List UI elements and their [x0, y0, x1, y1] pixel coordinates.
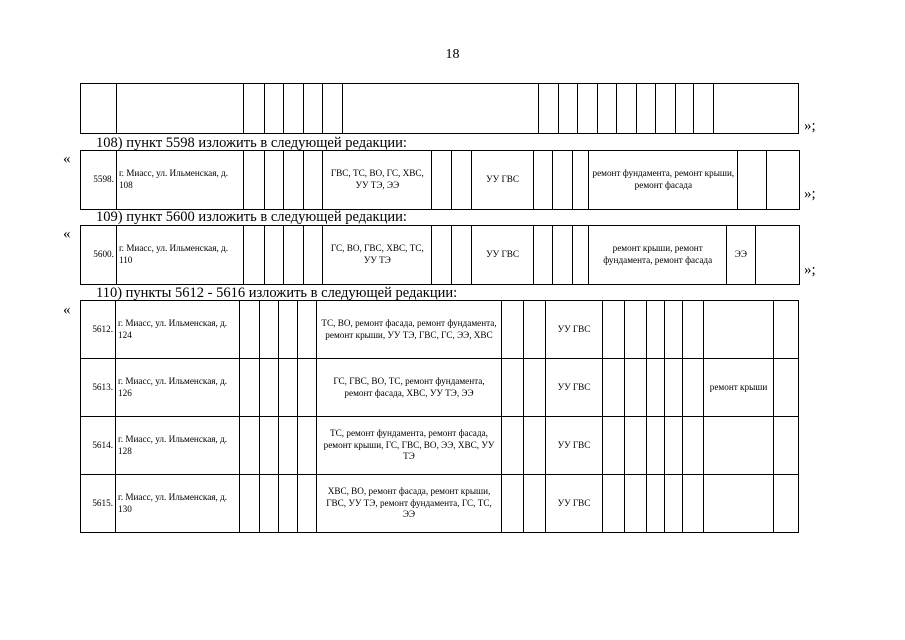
- table-cell: [617, 84, 637, 134]
- item-table-5598: [80, 150, 800, 210]
- table-row: [81, 151, 800, 210]
- table-cell: [665, 475, 683, 533]
- item-address: г. Миасс, ул. Ильменская, д. 126: [116, 359, 240, 417]
- table-cell: [603, 417, 625, 475]
- closing-quote: »;: [804, 186, 816, 202]
- page-number: 18: [445, 47, 460, 62]
- table-cell: [774, 359, 799, 417]
- table-cell: [284, 151, 304, 210]
- table-cell: [767, 151, 800, 210]
- table-cell: [298, 301, 317, 359]
- table-cell: [603, 359, 625, 417]
- table-cell: [240, 417, 260, 475]
- table-cell: [625, 475, 647, 533]
- item-number: 5598.: [81, 151, 117, 210]
- table-cell: [432, 151, 452, 210]
- table-row: [81, 417, 799, 475]
- table-cell: [665, 301, 683, 359]
- table-cell: [244, 84, 265, 134]
- table-cell: [279, 359, 298, 417]
- table-cell: [524, 359, 546, 417]
- table-cell: [597, 84, 617, 134]
- table-cell: [755, 226, 799, 285]
- table-cell: [279, 417, 298, 475]
- opening-quote: «: [63, 151, 71, 167]
- item-meter: УУ ГВС: [546, 301, 603, 359]
- item-number: 5612.: [81, 301, 116, 359]
- table-cell: [683, 301, 704, 359]
- table-cell: [260, 301, 279, 359]
- table-cell: [502, 359, 524, 417]
- table-cell: [603, 301, 625, 359]
- item-works: ТС, ВО, ремонт фасада, ремонт фундамента, ремонт крыши, УУ ТЭ, ГВС, ГС, ЭЭ, ХВС: [317, 301, 502, 359]
- table-cell: [533, 151, 553, 210]
- table-cell: [665, 417, 683, 475]
- table-row: [81, 359, 799, 417]
- table-cell: [240, 475, 260, 533]
- table-cell: [260, 417, 279, 475]
- table-cell: [647, 359, 665, 417]
- table-cell: [533, 226, 553, 285]
- item-address: г. Миасс, ул. Ильменская, д. 128: [116, 417, 240, 475]
- opening-quote: «: [63, 226, 71, 242]
- table-cell: [647, 417, 665, 475]
- table-cell: [578, 84, 598, 134]
- table-cell: [451, 226, 472, 285]
- item-meter: УУ ГВС: [546, 417, 603, 475]
- table-cell: [244, 226, 265, 285]
- item-extra: [704, 475, 774, 533]
- table-cell: [502, 417, 524, 475]
- table-cell: [81, 84, 117, 134]
- table-cell: [553, 226, 573, 285]
- table-cell: [260, 475, 279, 533]
- table-cell: [647, 301, 665, 359]
- table-cell: [279, 475, 298, 533]
- table-cell: [683, 475, 704, 533]
- table-cell: [432, 226, 452, 285]
- table-cell: [303, 151, 323, 210]
- table-cell: [303, 84, 323, 134]
- table-cell: [244, 151, 265, 210]
- table-cell: [264, 151, 284, 210]
- table-cell: [603, 475, 625, 533]
- continuation-table: [80, 83, 799, 134]
- item-address: г. Миасс, ул. Ильменская, д. 124: [116, 301, 240, 359]
- item-works: ГС, ГВС, ВО, ТС, ремонт фундамента, ремонт фасада, ХВС, УУ ТЭ, ЭЭ: [317, 359, 502, 417]
- table-cell: [636, 84, 656, 134]
- table-row: [81, 84, 799, 134]
- closing-quote: »;: [804, 118, 816, 134]
- table-cell: [625, 417, 647, 475]
- table-cell: [774, 417, 799, 475]
- table-cell: [675, 84, 693, 134]
- table-cell: [558, 84, 578, 134]
- item-repair: ремонт крыши, ремонт фундамента, ремонт фасада: [589, 226, 727, 285]
- item-meter: УУ ГВС: [546, 475, 603, 533]
- table-cell: [647, 475, 665, 533]
- item-works: ГС, ВО, ГВС, ХВС, ТС, УУ ТЭ: [323, 226, 432, 285]
- item-address: г. Миасс, ул. Ильменская, д. 110: [116, 226, 243, 285]
- table-cell: [524, 301, 546, 359]
- item-extra: [704, 417, 774, 475]
- table-cell: [342, 84, 538, 134]
- item-works: ГВС, ТС, ВО, ГС, ХВС, УУ ТЭ, ЭЭ: [323, 151, 432, 210]
- table-row: [81, 475, 799, 533]
- table-cell: [116, 84, 243, 134]
- table-cell: [264, 226, 284, 285]
- item-number: 5614.: [81, 417, 116, 475]
- closing-quote: »;: [804, 262, 816, 278]
- table-cell: [323, 84, 343, 134]
- table-cell: [683, 417, 704, 475]
- table-cell: [284, 226, 304, 285]
- table-cell: [298, 359, 317, 417]
- table-cell: [683, 359, 704, 417]
- table-cell: [240, 301, 260, 359]
- table-cell: [298, 417, 317, 475]
- item-meter: УУ ГВС: [472, 151, 534, 210]
- table-cell: [502, 301, 524, 359]
- table-cell: [284, 84, 304, 134]
- table-cell: [774, 301, 799, 359]
- item-number: 5613.: [81, 359, 116, 417]
- item-address: г. Миасс, ул. Ильменская, д. 130: [116, 475, 240, 533]
- table-cell: [303, 226, 323, 285]
- item-works: ХВС, ВО, ремонт фасада, ремонт крыши, ГВС, УУ ТЭ, ремонт фундамента, ГС, ТС, ЭЭ: [317, 475, 502, 533]
- item-repair: ремонт фундамента, ремонт крыши, ремонт фасада: [589, 151, 738, 210]
- table-row: [81, 226, 800, 285]
- item-meter: УУ ГВС: [546, 359, 603, 417]
- table-cell: [539, 84, 559, 134]
- instruction-108: 108) пункт 5598 изложить в следующей редакции:: [96, 135, 407, 151]
- opening-quote: «: [63, 302, 71, 318]
- table-cell: [774, 475, 799, 533]
- table-row: [81, 301, 799, 359]
- item-energy: [738, 151, 767, 210]
- instruction-110: 110) пункты 5612 - 5616 изложить в следующей редакции:: [96, 285, 458, 301]
- table-cell: [502, 475, 524, 533]
- table-cell: [694, 84, 714, 134]
- item-number: 5615.: [81, 475, 116, 533]
- items-table-5612-5616: [80, 300, 799, 533]
- item-extra: ремонт крыши: [704, 359, 774, 417]
- table-cell: [279, 301, 298, 359]
- table-cell: [451, 151, 472, 210]
- item-extra: [704, 301, 774, 359]
- table-cell: [625, 359, 647, 417]
- table-cell: [264, 84, 284, 134]
- table-cell: [553, 151, 573, 210]
- item-meter: УУ ГВС: [472, 226, 534, 285]
- table-cell: [665, 359, 683, 417]
- table-cell: [260, 359, 279, 417]
- table-cell: [524, 475, 546, 533]
- table-cell: [656, 84, 676, 134]
- table-cell: [298, 475, 317, 533]
- item-works: ТС, ремонт фундамента, ремонт фасада, ремонт крыши, ГС, ГВС, ВО, ЭЭ, ХВС, УУ ТЭ: [317, 417, 502, 475]
- table-cell: [625, 301, 647, 359]
- table-cell: [524, 417, 546, 475]
- table-cell: [572, 226, 588, 285]
- item-energy: ЭЭ: [727, 226, 756, 285]
- table-cell: [572, 151, 588, 210]
- instruction-109: 109) пункт 5600 изложить в следующей редакции:: [96, 209, 407, 225]
- item-address: г. Миасс, ул. Ильменская, д. 108: [116, 151, 243, 210]
- item-table-5600: [80, 225, 800, 285]
- item-number: 5600.: [81, 226, 117, 285]
- table-cell: [240, 359, 260, 417]
- table-cell: [713, 84, 798, 134]
